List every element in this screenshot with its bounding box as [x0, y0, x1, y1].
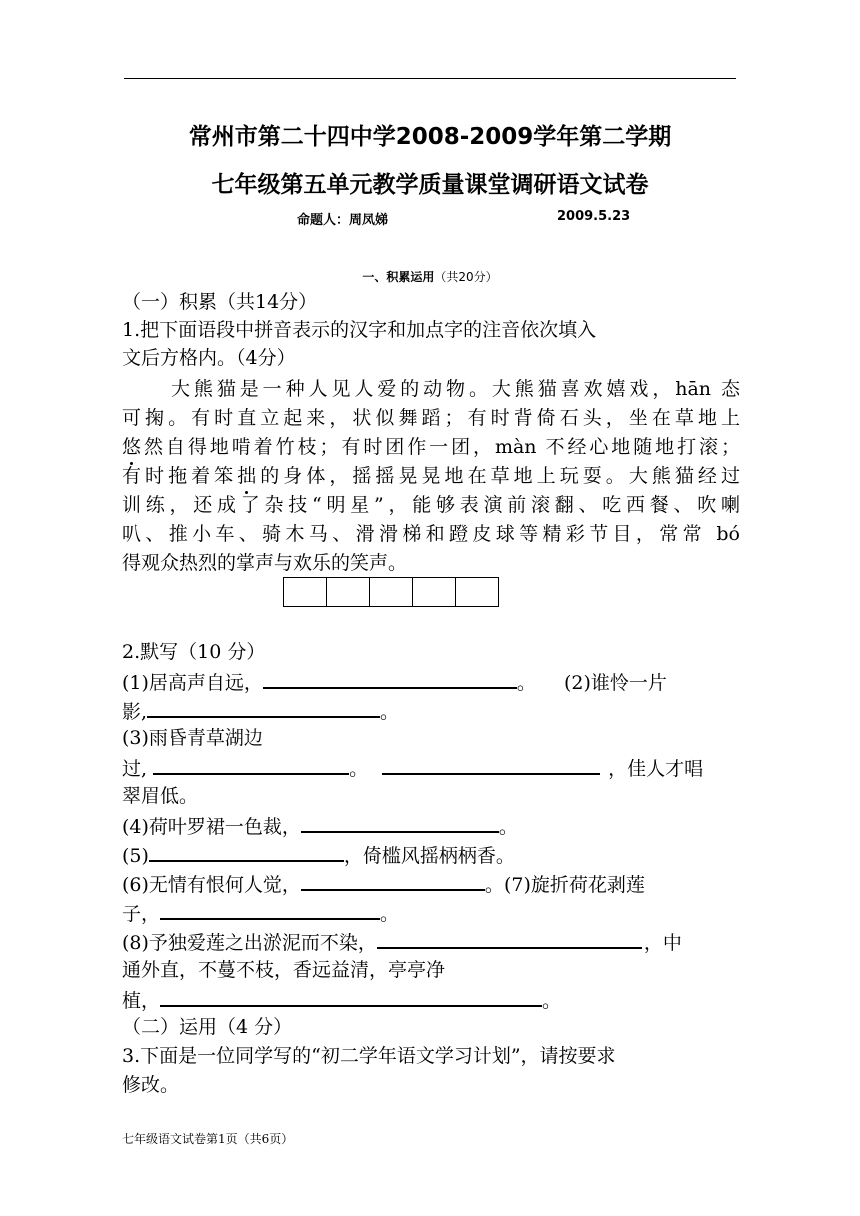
q2-item4 [122, 811, 740, 841]
fill-blank[interactable] [377, 927, 642, 949]
q3-line1: 3.下面是一位同学写的“初二学年语文学习计划”，请按要求 [122, 1045, 616, 1067]
answer-box[interactable] [283, 577, 327, 607]
q2-item3-cont-text: 过, [122, 758, 148, 780]
q2-item8-text: (8)予独爱莲之出淤泥而不染， [122, 932, 377, 954]
fill-blank[interactable] [301, 811, 499, 833]
dotted-char-zhuo: 拙 [237, 462, 256, 490]
q1-line1: 1.把下面语段中拼音表示的汉字和加点字的注音依次填入 [122, 319, 597, 341]
exam-title-line2: 七年级第五单元教学质量课堂调研语文试卷 [211, 172, 649, 198]
q2-item3-mid: 。 [349, 758, 369, 780]
q2-item5 [122, 840, 740, 870]
q1-passage-line2: 可掬。有时直立起来，状似舞蹈；有时背倚石头，坐在草地上 [122, 407, 740, 429]
fill-blank[interactable] [149, 840, 344, 862]
q2-heading: 2.默写（10 分） [122, 641, 266, 663]
q2-item1 [122, 667, 740, 697]
fill-blank[interactable] [160, 985, 542, 1007]
fill-blank[interactable] [153, 753, 349, 775]
q1-line2: 文后方格内。（4分） [122, 347, 296, 369]
q2-item8-line2: 通外直，不蔓不枝，香远益清，亭亭净 [122, 959, 446, 981]
q2-item1-text: (1)居高声自远， [122, 672, 263, 694]
page-footer: 七年级语文试卷第1页（共6页） [122, 1132, 294, 1146]
author-label: 命题人：周凤娣 [297, 213, 389, 228]
q2-item8-line3-text: 植， [122, 990, 161, 1012]
q1-passage-line4-a: 有时拖着笨 [122, 465, 238, 487]
header-rule [124, 78, 736, 79]
q1-passage-line1: 大熊猫是一种人见人爱的动物。大熊猫喜欢嬉戏，hān 态 [171, 378, 740, 400]
section1-title: 一、积累运用 [362, 270, 435, 284]
answer-boxes [283, 577, 499, 607]
section1-heading [0, 268, 860, 285]
q2-item5-end: ，倚槛风摇柄柄香。 [343, 845, 515, 867]
exam-title-line1: 常州市第二十四中学2008-2009学年第二学期 [188, 124, 672, 150]
q2-item3-end: ，佳人才唱 [608, 758, 704, 780]
q3-line2: 修改。 [122, 1074, 180, 1096]
answer-box[interactable] [455, 577, 499, 607]
q2-item1-end: 。 [516, 672, 536, 694]
q2-item4-text: (4)荷叶罗裙一色裁， [122, 816, 301, 838]
q1-passage-line3-rest: 然自得地啃着竹枝；有时团作一团，màn 不经心地随地打滚； [141, 436, 740, 458]
q2-item7-end: 。 [380, 903, 400, 925]
q2-item2-cont [122, 696, 740, 726]
answer-box[interactable] [369, 577, 413, 607]
section1-points: （共20分） [434, 270, 498, 284]
fill-blank[interactable] [301, 869, 485, 891]
q2-item2-end: 。 [380, 701, 400, 723]
q1-passage-line6: 叭、推小车、骑木马、滑滑梯和蹬皮球等精彩节目，常常 bó [122, 523, 740, 545]
q2-item8-line3-end: 。 [542, 990, 562, 1012]
fill-blank[interactable] [160, 898, 380, 920]
fill-blank[interactable] [147, 696, 380, 718]
q2-item3-tail: 翠眉低。 [122, 785, 199, 807]
q2-item2-cont-text: 影, [122, 701, 148, 723]
q2-item2-text: (2)谁怜一片 [563, 672, 667, 694]
q2-item7-cont [122, 898, 740, 928]
q2-item7-cont-text: 子， [122, 903, 161, 925]
fill-blank[interactable] [382, 753, 600, 775]
q2-item3: (3)雨昏青草湖边 [122, 727, 263, 749]
q2-item8-end: ，中 [643, 932, 682, 954]
q2-item6 [122, 869, 740, 899]
q2-item6-text: (6)无情有恨何人觉， [122, 874, 301, 896]
q1-passage-line3 [122, 433, 740, 461]
q1-passage-line7: 得观众热烈的掌声与欢乐的笑声。 [122, 552, 408, 574]
q2-item8 [122, 927, 740, 957]
q2-item3-cont [122, 753, 740, 783]
q1-passage-line4 [122, 462, 740, 490]
part1-heading: （一）积累（共14分） [122, 291, 318, 313]
dotted-char-you: 悠 [122, 433, 141, 461]
q1-passage-line5: 训练，还成了杂技“明星”，能够表演前滚翻、吃西餐、吹喇 [122, 494, 740, 516]
q2-item6-end: 。 [484, 874, 504, 896]
q2-item8-line3 [122, 985, 740, 1015]
fill-blank[interactable] [263, 667, 517, 689]
q2-item4-end: 。 [498, 816, 518, 838]
answer-box[interactable] [412, 577, 456, 607]
answer-box[interactable] [326, 577, 370, 607]
q2-item7-text: (7)旋折荷花剥莲 [503, 874, 645, 896]
q2-item5-text: (5) [122, 845, 149, 867]
q1-passage-line4-c: 的身体，摇摇晃晃地在草地上玩耍。大熊猫经过 [256, 465, 740, 487]
exam-date: 2009.5.23 [557, 209, 631, 224]
part2-heading: （二）运用（4 分） [122, 1016, 293, 1038]
